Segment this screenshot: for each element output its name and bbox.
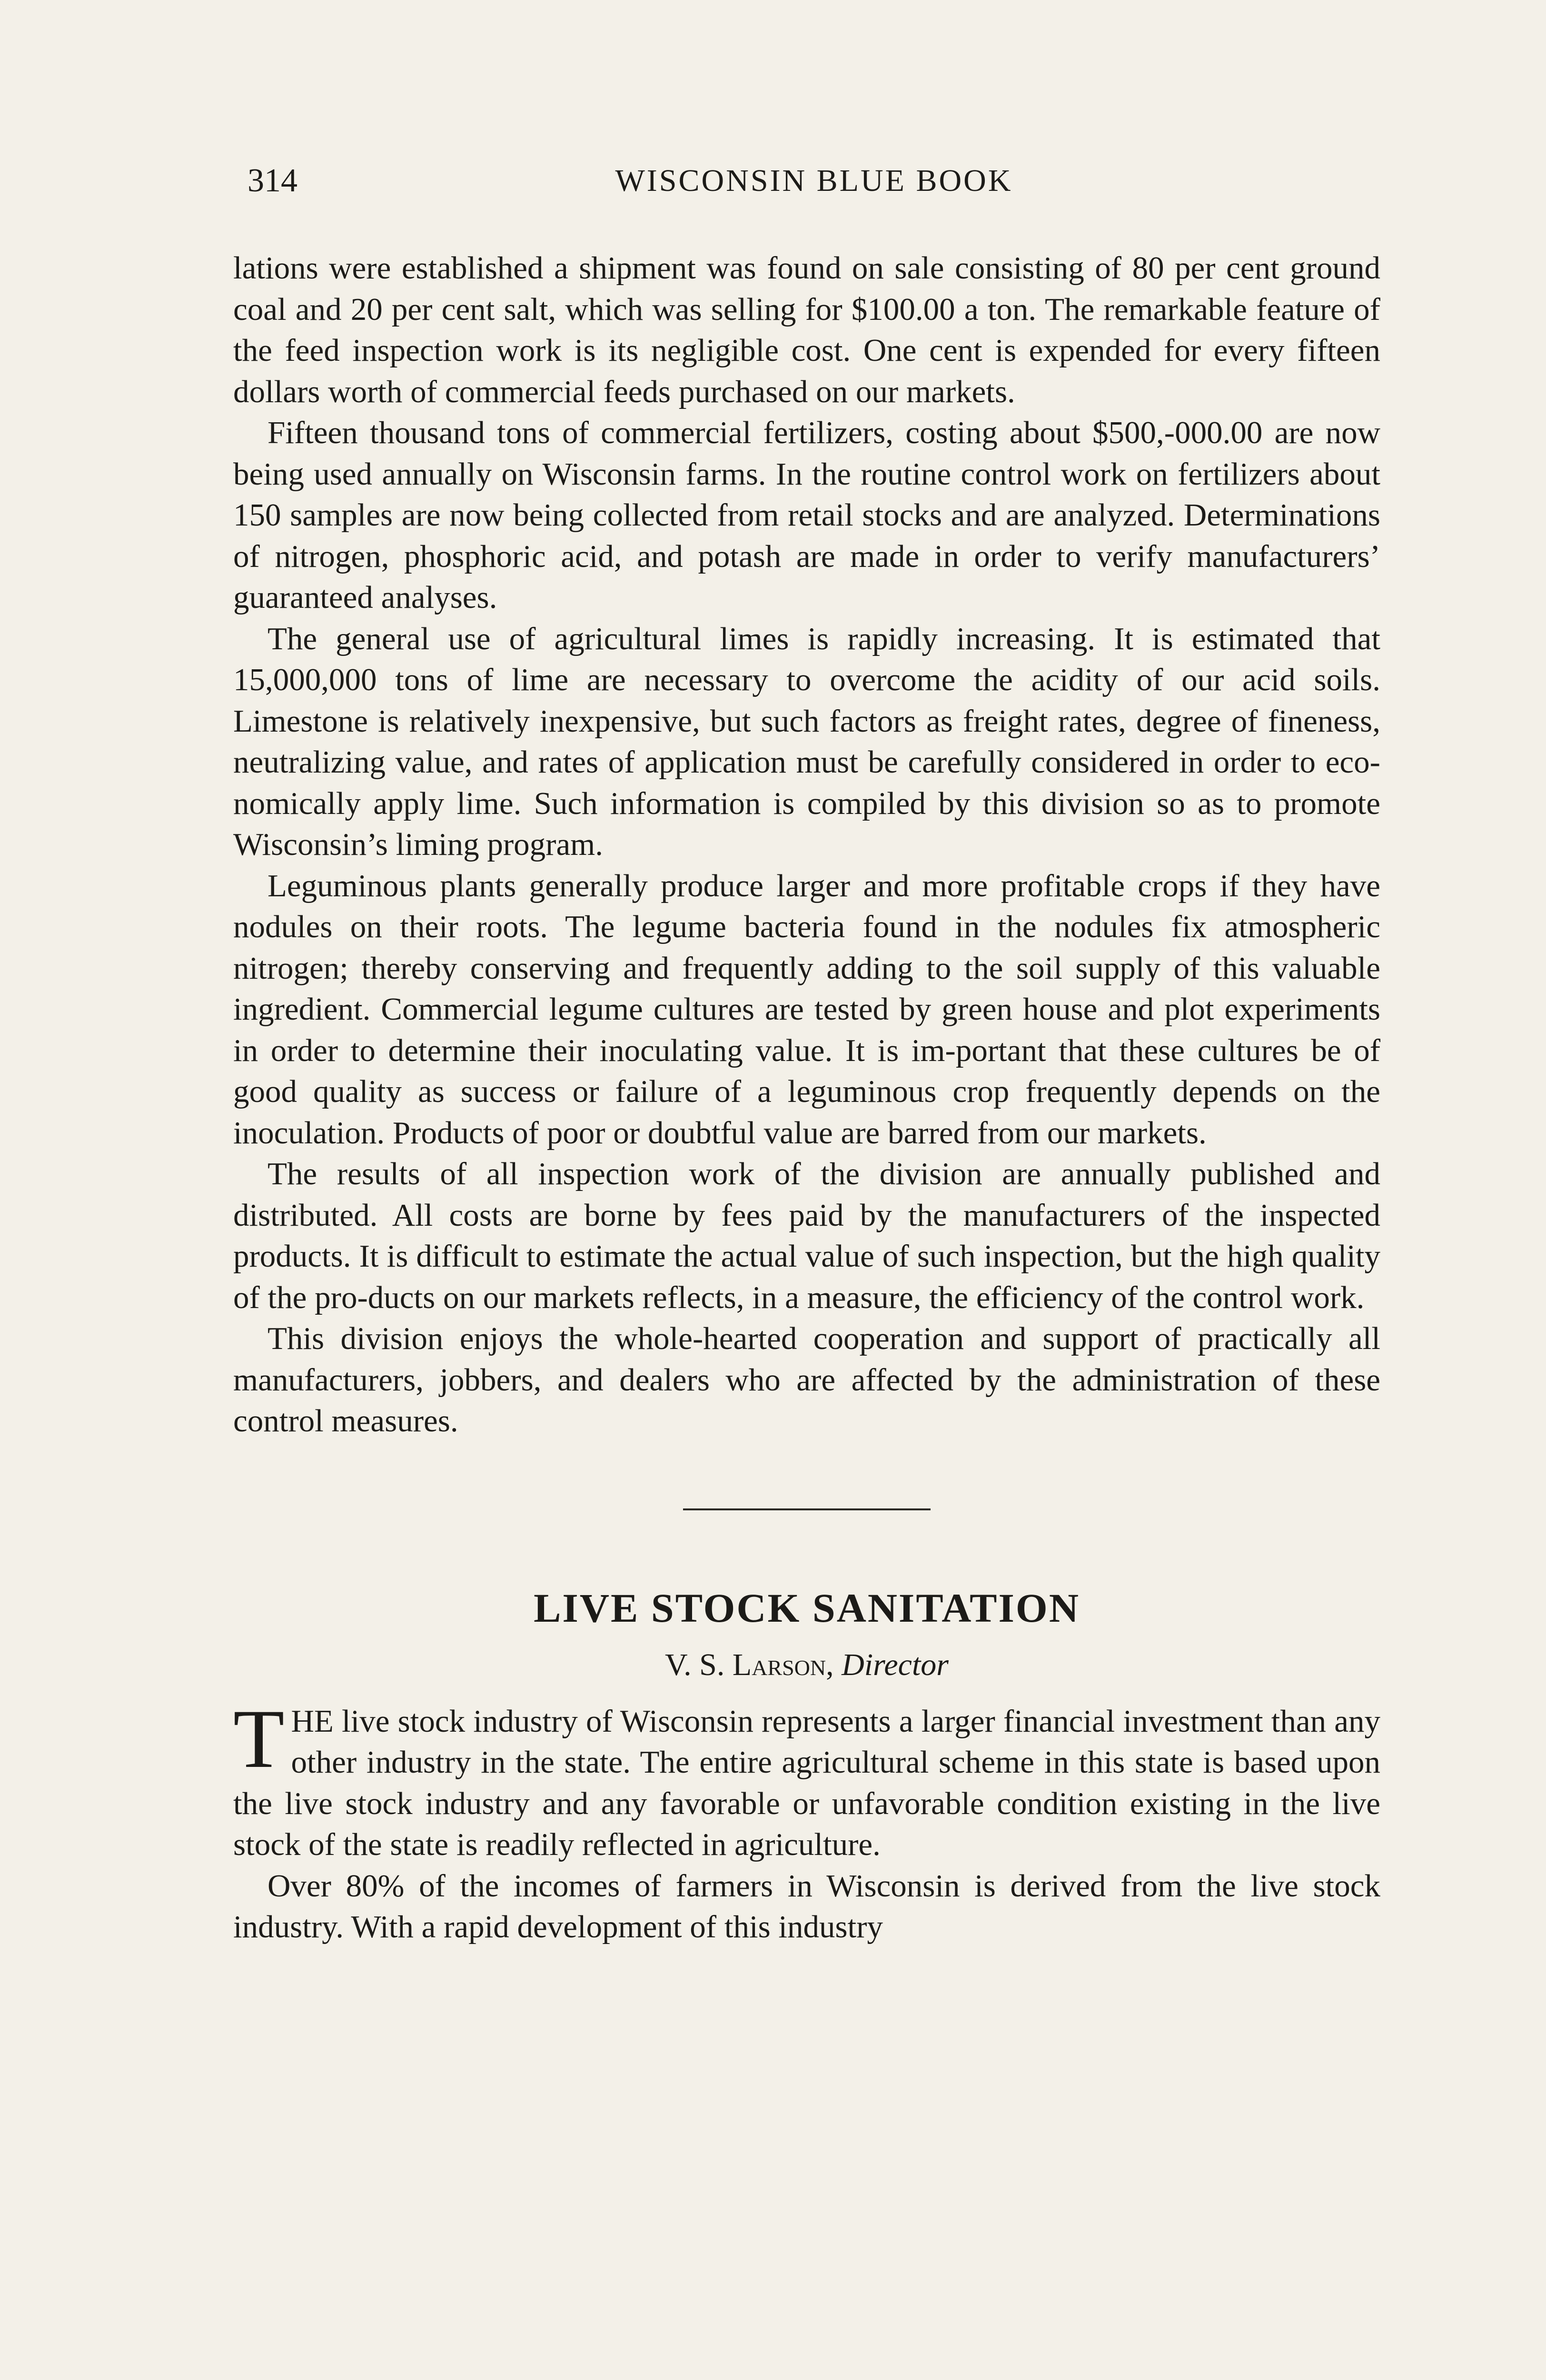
paragraph-limes: The general use of agricultural limes is rapidly increasing. It is estimated that 15,000,000 tons of lime are necessary to overcome the acidity of our acid soils. Limestone is relatively inexpensive, but such factors as freight rates, degree of fineness, neutralizing value, and rates of application must be carefully considered in order to eco-nomically apply lime. Such information is compiled by this division so as to promote Wisconsin’s liming program. xyxy=(233,621,1380,862)
paragraph-inspection-results: The results of all inspection work of the division are annually published and distributed. All costs are borne by fees paid by the manufacturers of the inspected products. It is difficult to estimate the actual value of such inspection, but the high quality of the pro-ducts on our markets reflects, in a measure, the efficiency of the control work. xyxy=(233,1156,1380,1315)
section-divider xyxy=(683,1508,931,1510)
paragraph-farm-incomes: Over 80% of the incomes of farmers in Wisconsin is derived from the live stock industry. With a rapid development of this industry xyxy=(233,1868,1380,1944)
page-number: 314 xyxy=(248,162,297,199)
opening-text: HE live stock industry of Wisconsin represents a larger financial investment than any other industry in the state. The entire agricultural scheme in this state is based upon the live stock industry and any favorable or unfavorable condition existing in the live stock of the state is readily reflected in agriculture. xyxy=(233,1703,1380,1862)
page-body xyxy=(233,248,1380,1948)
running-title: WISCONSIN BLUE BOOK xyxy=(615,163,1013,198)
byline-name: V. S. Larson, xyxy=(665,1647,834,1682)
paragraph-continued-feeds: lations were established a shipment was found on sale consisting of 80 per cent ground coal and 20 per cent salt, which was selling for $100.00 a ton. The remarkable feature of the feed inspection work is its negligible cost. One cent is expended for every fifteen dollars worth of commercial feeds purchased on our markets. xyxy=(233,250,1380,409)
paragraph-fertilizers: Fifteen thousand tons of commercial fertilizers, costing about $500,-000.00 are now being used annually on Wisconsin farms. In the routine control work on fertilizers about 150 samples are now being collected from retail stocks and are analyzed. Determinations of nitrogen, phosphoric acid, and potash are made in order to verify manufacturers’ guaranteed analyses. xyxy=(233,415,1380,615)
paragraph-cooperation: This division enjoys the whole-hearted cooperation and support of practically all manufacturers, jobbers, and dealers who are affected by the administration of these control measures. xyxy=(233,1321,1380,1438)
section-title: LIVE STOCK SANITATION xyxy=(534,1585,1080,1631)
drop-cap: T xyxy=(233,1692,285,1785)
section-byline xyxy=(233,1644,1380,1686)
byline-role: Director xyxy=(842,1647,949,1682)
paragraph-legume-cultures: Leguminous plants generally produce larger and more profitable crops if they have nodules on their roots. The legume bacteria found in the nodules fix atmospheric nitrogen; thereby conserving and frequently adding to the soil supply of this valuable ingredient. Commercial legume cultures are tested by green house and plot experiments in order to determine their inoculating value. It is im-portant that these cultures be of good quality as success or failure of a leguminous crop frequently depends on the inoculation. Products of poor or doubtful value are barred from our markets. xyxy=(233,868,1380,1150)
running-head xyxy=(248,157,1380,205)
paragraph-livestock-opening xyxy=(233,1692,1380,1865)
